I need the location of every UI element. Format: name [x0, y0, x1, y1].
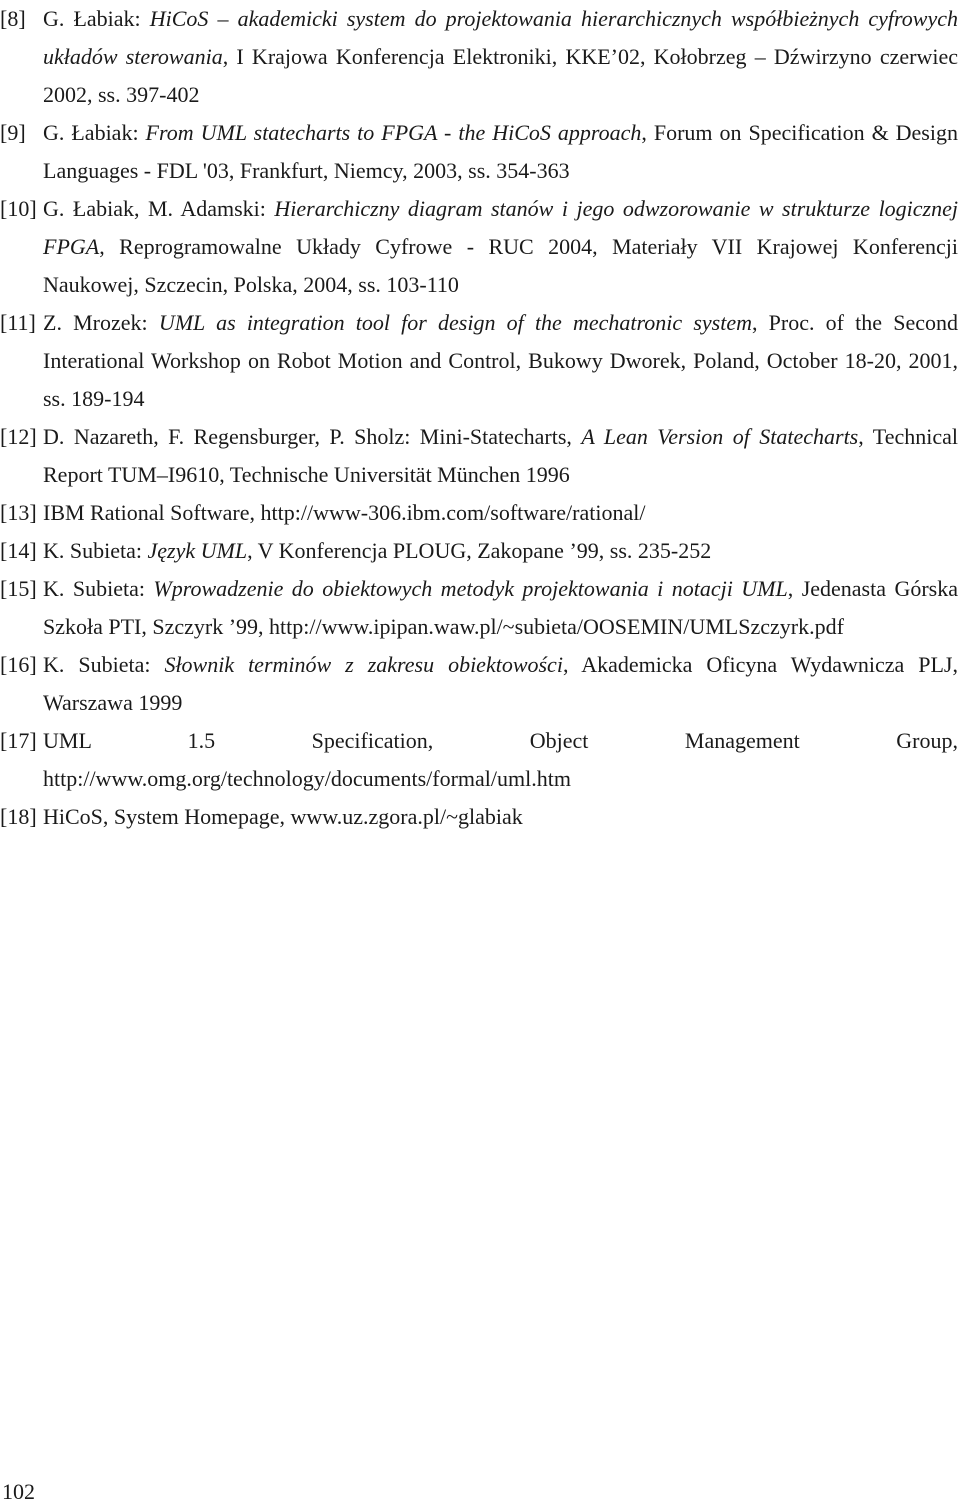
reference-item: [0, 0, 958, 114]
reference-title: A Lean Version of Statecharts: [581, 424, 859, 449]
page-number: 102: [2, 1479, 35, 1504]
reference-title: HiCoS – akademicki system do projektowania hierarchicznych współbieżnych cyfrowych układów sterowania: [43, 6, 958, 69]
reference-source: , Technical Report TUM–I9610, Technische Universität München 1996: [43, 424, 958, 487]
reference-text: [43, 114, 958, 190]
reference-number: [14]: [0, 538, 37, 563]
reference-number: [16]: [0, 652, 37, 677]
reference-authors: Z. Mrozek:: [43, 310, 159, 335]
reference-source: , I Krajowa Konferencja Elektroniki, KKE’02, Kołobrzeg – Dźwirzyno czerwiec 2002, ss. 397-402: [43, 44, 958, 107]
reference-source: , V Konferencja PLOUG, Zakopane ’99, ss. 235-252: [247, 538, 712, 563]
reference-source: IBM Rational Software, http://www-306.ibm.com/software/rational/: [43, 500, 646, 525]
reference-authors: K. Subieta:: [43, 538, 148, 563]
reference-number: [18]: [0, 804, 37, 829]
reference-source: UML 1.5 Specification, Object Management Group, http://www.omg.org/technology/documents/formal/uml.htm: [43, 728, 958, 791]
reference-text: [43, 722, 958, 798]
reference-number: [11]: [0, 310, 36, 335]
reference-title: UML as integration tool for design of the mechatronic system: [158, 310, 752, 335]
reference-title: Język UML: [147, 538, 248, 563]
reference-title: Słownik terminów z zakresu obiektowości: [164, 652, 563, 677]
reference-authors: G. Łabiak, M. Adamski:: [43, 196, 275, 221]
reference-number: [10]: [0, 196, 37, 221]
reference-item: [0, 304, 958, 418]
reference-text: [43, 532, 958, 570]
reference-source: HiCoS, System Homepage, www.uz.zgora.pl/~glabiak: [43, 804, 523, 829]
reference-source: , Reprogramowalne Układy Cyfrowe - RUC 2004, Materiały VII Krajowej Konferencji Naukowej, Szczecin, Polska, 2004, ss. 103-110: [43, 234, 958, 297]
reference-title: Hierarchiczny diagram stanów i jego odwzorowanie w strukturze logicznej FPGA: [43, 196, 958, 259]
reference-text: [43, 418, 958, 494]
reference-text: [43, 570, 958, 646]
reference-authors: D. Nazareth, F. Regensburger, P. Sholz: Mini-Statecharts,: [43, 424, 582, 449]
reference-authors: G. Łabiak:: [43, 120, 146, 145]
reference-item: [0, 114, 958, 190]
reference-source: , Proc. of the Second Interational Workshop on Robot Motion and Control, Bukowy Dworek, Poland, October 18-20, 2001, ss. 189-194: [43, 310, 958, 411]
reference-number: [9]: [0, 120, 26, 145]
reference-source: , Akademicka Oficyna Wydawnicza PLJ, Warszawa 1999: [43, 652, 958, 715]
reference-text: [43, 494, 958, 532]
reference-number: [13]: [0, 500, 37, 525]
reference-item: [0, 532, 958, 570]
reference-item: [0, 646, 958, 722]
reference-number: [12]: [0, 424, 37, 449]
reference-item: [0, 798, 958, 836]
reference-number: [15]: [0, 576, 37, 601]
reference-number: [8]: [0, 6, 26, 31]
reference-authors: G. Łabiak:: [43, 6, 150, 31]
reference-text: [43, 798, 958, 836]
reference-number: [17]: [0, 728, 37, 753]
reference-authors: K. Subieta:: [43, 652, 165, 677]
reference-source: , Jedenasta Górska Szkoła PTI, Szczyrk ’99, http://www.ipipan.waw.pl/~subieta/OOSEMIN/UMLSzczyrk.pdf: [43, 576, 958, 639]
reference-text: [43, 190, 958, 304]
reference-text: [43, 0, 958, 114]
reference-item: [0, 190, 958, 304]
reference-item: [0, 494, 958, 532]
reference-title: Wprowadzenie do obiektowych metodyk projektowania i notacji UML: [153, 576, 788, 601]
reference-authors: K. Subieta:: [43, 576, 154, 601]
reference-source: , Forum on Specification & Design Languages - FDL '03, Frankfurt, Niemcy, 2003, ss. 354-363: [43, 120, 958, 183]
reference-item: [0, 570, 958, 646]
reference-item: [0, 418, 958, 494]
reference-title: From UML statecharts to FPGA - the HiCoS approach: [145, 120, 642, 145]
reference-text: [43, 646, 958, 722]
reference-text: [43, 304, 958, 418]
reference-item: [0, 722, 958, 798]
